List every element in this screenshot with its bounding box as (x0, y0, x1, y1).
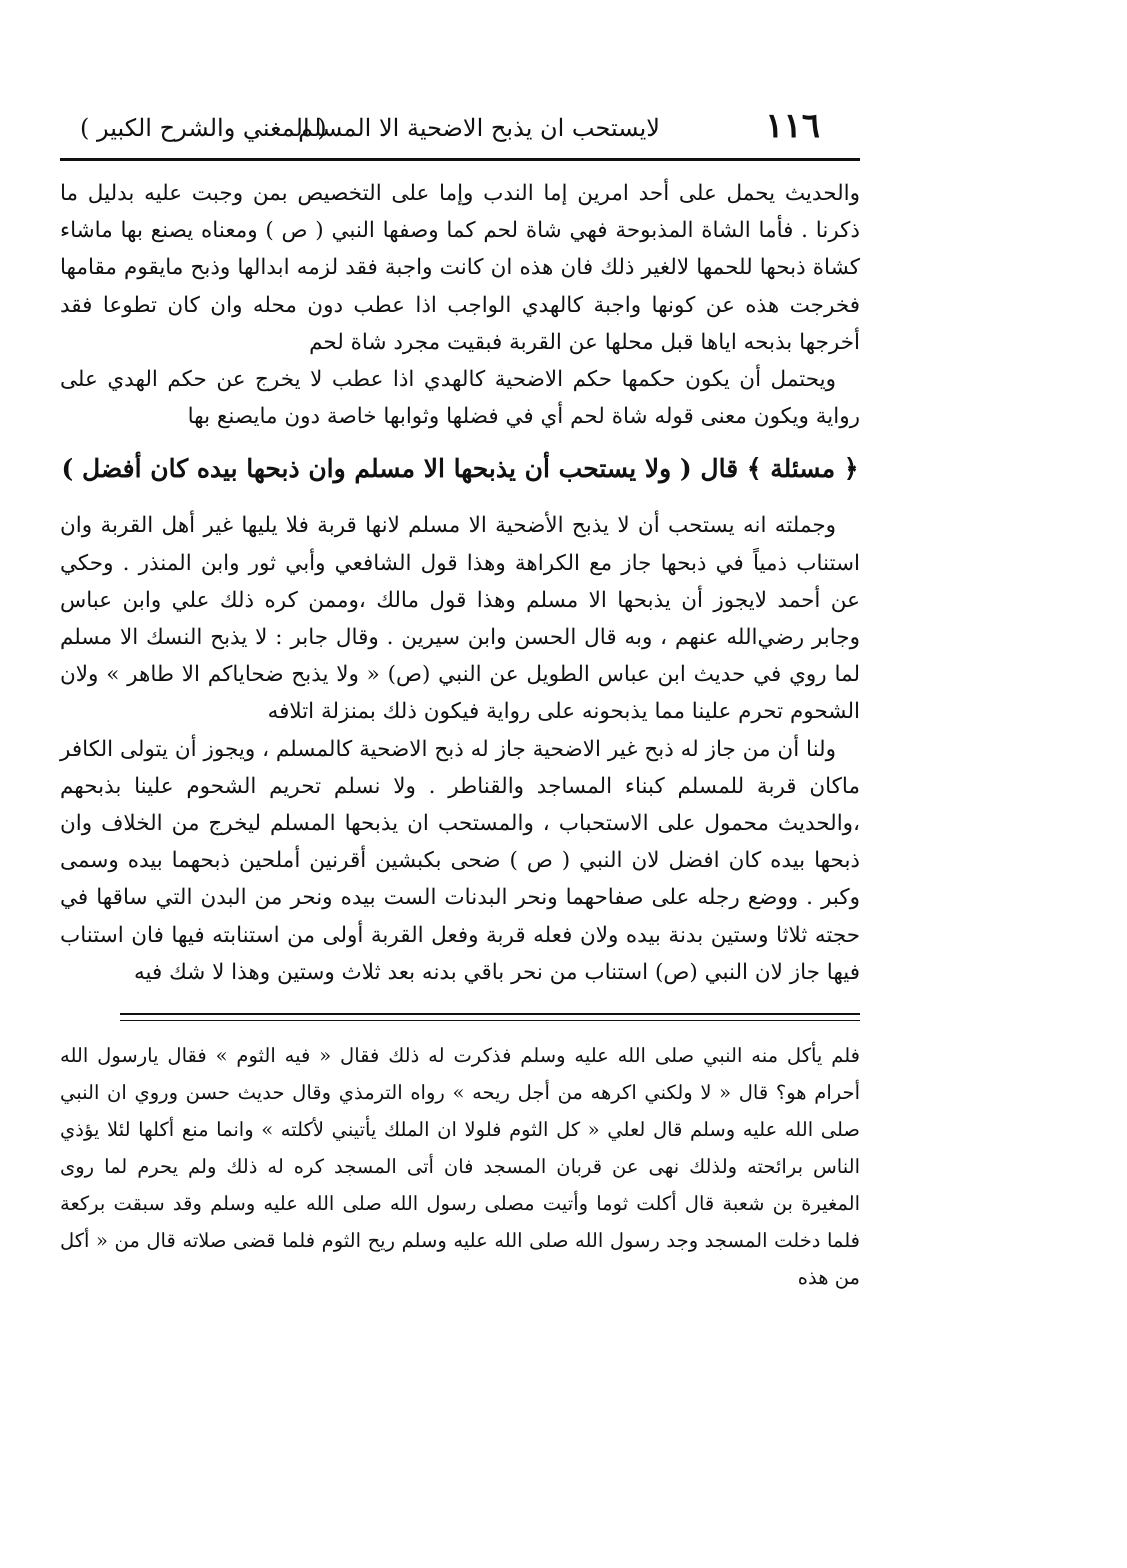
main-text (60, 175, 860, 991)
footnote-divider (120, 1013, 860, 1021)
page (60, 100, 860, 1520)
paragraph-4: ولنا أن من جاز له ذبح غير الاضحية جاز له ذبح الاضحية كالمسلم ، ويجوز أن يتولى الكافر ماكان قربة للمسلم كبناء المساجد والقناطر . ولا نسلم تحريم الشحوم علينا بذبحهم ،والحديث محمول على الاستحباب ، والمستحب ان يذبحها المسلم ليخرج من الخلاف وان ذبحها بيده كان افضل لان النبي ( ص ) ضحى بكبشين أقرنين أملحين ذبحهما بيده وسمى وكبر . ووضع رجله على صفاحهما ونحر البدنات الست بيده ونحر من البدن التي ساقها في حجته ثلاثا وستين بدنة بيده ولان فعله قربة وفعل القربة أولى من استنابته فيها فان استناب فيها جاز لان النبي (ص) استناب من نحر باقي بدنه بعد ثلاث وستين وهذا لا شك فيه (60, 736, 860, 985)
page-header (60, 100, 860, 161)
paragraph-1: والحديث يحمل على أحد امرين إما الندب وإما على التخصيص بمن وجبت عليه بدليل ما ذكرنا . فأما الشاة المذبوحة فهي شاة لحم كما وصفها النبي ( ص ) ومعناه يصنع بها ماشاء كشاة ذبحها للحمها لالغير ذلك فان هذه ان كانت واجبة فقد لزمه ابدالها وذبح مايقوم مقامها فخرجت هذه عن كونها واجبة كالهدي الواجب اذا عطب دون محله وان كان تطوعا فقد أخرجها بذبحه اياها قبل محلها عن القربة فبقيت مجرد شاة لحم (60, 181, 860, 355)
section-heading: ﴿ مسئلة ﴾ قال ( ولا يستحب أن يذبحها الا مسلم وان ذبحها بيده كان أفضل ) (61, 454, 859, 484)
book-title: ( المغني والشرح الكبير ) (80, 114, 327, 142)
page-number: ١١٦ (765, 106, 820, 146)
footnote-text: فلم يأكل منه النبي صلى الله عليه وسلم فذكرت له ذلك فقال « فيه الثوم » فقال يارسول الله أحرام هو؟ قال « لا ولكني اكرهه من أجل ريحه » رواه الترمذي وقال حديث حسن وروي ان النبي صلى الله عليه وسلم قال لعلي « كل الثوم فلولا ان الملك يأتيني لأكلته » وانما منع أكلها لئلا يؤذي الناس برائحته ولذلك نهى عن قربان المسجد فان أتى المسجد كره له ذلك ولم يحرم لما روى المغيرة بن شعبة قال أكلت ثوما وأتيت مصلى رسول الله صلى الله عليه وسلم وقد سبقت بركعة فلما دخلت المسجد وجد رسول الله صلى الله عليه وسلم ريح الثوم فلما قضى صلاته قال من « أكل من هذه (60, 1044, 860, 1290)
running-title: لايستحب ان يذبح الاضحية الا المسلم (298, 114, 660, 142)
paragraph-3: وجملته انه يستحب أن لا يذبح الأضحية الا مسلم لانها قربة فلا يليها غير أهل القربة وان استناب ذمياً في ذبحها جاز مع الكراهة وهذا قول الشافعي وأبي ثور وابن المنذر . وحكي عن أحمد لايجوز أن يذبحها الا مسلم وهذا قول مالك ،وممن كره ذلك علي وابن عباس وجابر رضي‌الله عنهم ، وبه قال الحسن وابن سيرين . وقال جابر : لا يذبح النسك الا مسلم لما روي في حديث ابن عباس الطويل عن النبي (ص) « ولا يذبح ضحاياكم الا طاهر » ولان الشحوم تحرم علينا مما يذبحونه على رواية فيكون ذلك بمنزلة اتلافه (60, 513, 860, 725)
paragraph-2: ويحتمل أن يكون حكمها حكم الاضحية كالهدي اذا عطب لا يخرج عن حكم الهدي على رواية ويكون معنى قوله شاة لحم أي في فضلها وثوابها خاصة دون مايصنع بها (60, 367, 860, 430)
